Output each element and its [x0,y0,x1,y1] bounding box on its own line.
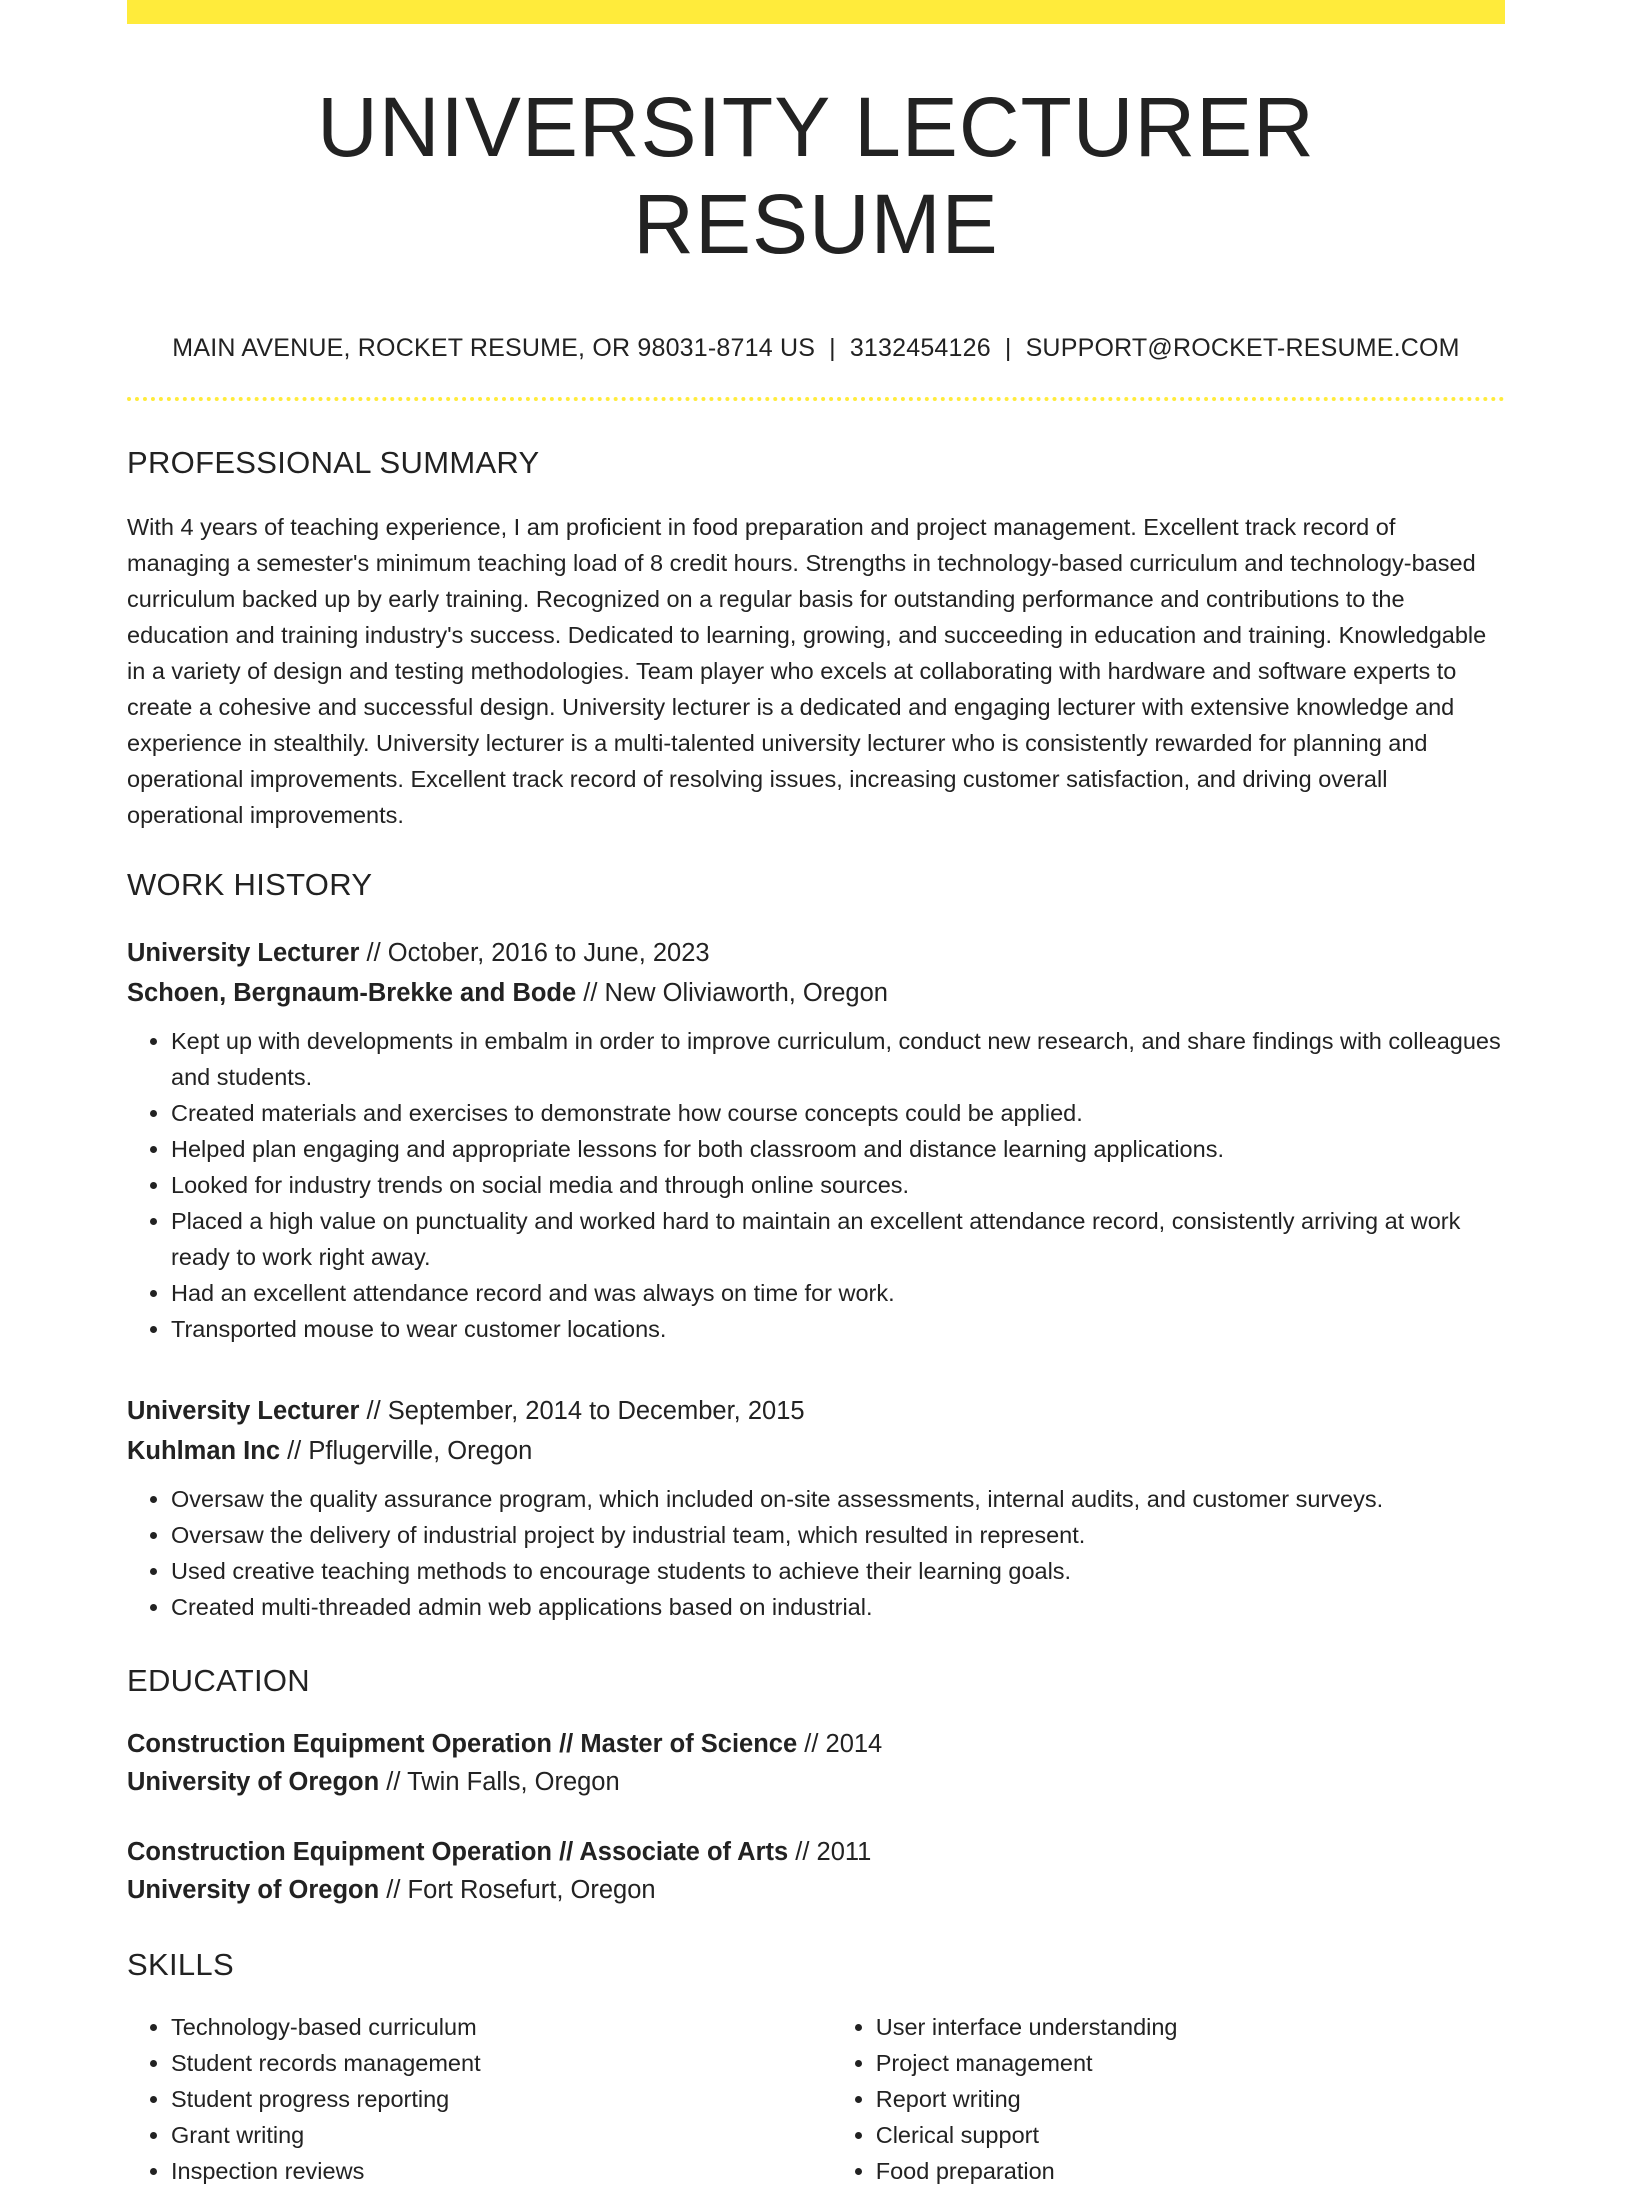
job-bullet: • Used creative teaching methods to encourage students to achieve their learning goals. [171,1553,1505,1589]
contact-address: MAIN AVENUE, ROCKET RESUME, OR 98031-8714 US [172,334,816,363]
education-year: // 2011 [788,1838,872,1867]
job-dates: // September, 2014 to December, 2015 [359,1397,805,1426]
job-bullet: • Oversaw the delivery of industrial project by industrial team, which resulted in represent. [171,1517,1505,1553]
skill-item: • User interface understanding [876,2009,1505,2045]
job-company: Kuhlman Inc [127,1437,281,1466]
job-entry [127,933,1505,1347]
skill-item: • Project management [876,2045,1505,2081]
dotted-divider [127,397,1505,401]
education-location: // Fort Rosefurt, Oregon [379,1876,656,1905]
job-role-line [127,1391,1505,1431]
resume-title: UNIVERSITY LECTURER RESUME [317,80,1315,271]
summary-paragraph: With 4 years of teaching experience, I am proficient in food preparation and project management. Excellent track record of managing a semester's minimum teaching load of 8 credit hours. Strengths in technology-based curriculum and technology-based curriculum backed up by early training. Recognized on a regular basis for outstanding performance and contributions to the education and training industry's success. Dedicated to learning, growing, and succeeding in education and training. Knowledgable in a variety of design and testing methodologies. Team player who excels at collaborating with hardware and software experts to create a cohesive and successful design. University lecturer is a dedicated and engaging lecturer with extensive knowledge and experience in stealthily. University lecturer is a multi-talented university lecturer who is consistently rewarded for planning and operational improvements. Excellent track record of resolving issues, increasing customer satisfaction, and driving overall operational improvements. [127,514,1487,829]
skills-columns [127,2009,1505,2189]
skill-item: • Technology-based curriculum [171,2009,832,2045]
job-bullet: • Created multi-threaded admin web applications based on industrial. [171,1589,1505,1625]
job-bullet: • Had an excellent attendance record and was always on time for work. [171,1275,1505,1311]
skill-item: • Student progress reporting [171,2081,832,2117]
education-degree: Construction Equipment Operation // Associate of Arts [127,1838,789,1867]
accent-top-bar [127,0,1505,24]
job-bullet: • Placed a high value on punctuality and worked hard to maintain an excellent attendance record, consistently arriving at work ready to work right away. [171,1203,1505,1275]
job-title: University Lecturer [127,1397,360,1426]
education-year: // 2014 [797,1730,883,1759]
job-location: // New Oliviaworth, Oregon [576,979,888,1008]
job-bullet: • Helped plan engaging and appropriate lessons for both classroom and distance learning applications. [171,1131,1505,1167]
section-heading-skills: SKILLS [127,1947,234,1983]
contact-separator: | [1004,334,1012,363]
job-company: Schoen, Bergnaum-Brekke and Bode [127,979,577,1008]
contact-phone: 3132454126 [849,334,991,363]
section-heading-education: EDUCATION [127,1663,310,1699]
job-bullet: • Looked for industry trends on social media and through online sources. [171,1167,1505,1203]
contact-line [127,334,1505,363]
education-entry [127,1833,1505,1909]
job-dates: // October, 2016 to June, 2023 [359,939,710,968]
skill-item: • Clerical support [876,2117,1505,2153]
job-company-line [127,973,1505,1013]
job-title: University Lecturer [127,939,360,968]
resume-page [127,0,1505,2189]
skill-item: • Food preparation [876,2153,1505,2189]
skill-item: • Inspection reviews [171,2153,832,2189]
contact-email: SUPPORT@ROCKET-RESUME.COM [1025,334,1460,363]
job-role-line [127,933,1505,973]
job-entry [127,1391,1505,1625]
skill-item: • Report writing [876,2081,1505,2117]
job-bullet: • Created materials and exercises to demonstrate how course concepts could be applied. [171,1095,1505,1131]
job-bullet: • Transported mouse to wear customer locations. [171,1311,1505,1347]
skill-item: • Grant writing [171,2117,832,2153]
section-heading-summary: PROFESSIONAL SUMMARY [127,445,540,481]
job-company-line [127,1431,1505,1471]
job-bullet: • Oversaw the quality assurance program, which included on-site assessments, internal audits, and customer surveys. [171,1481,1505,1517]
job-bullet-list [127,1481,1505,1625]
education-school: University of Oregon [127,1876,380,1905]
job-bullet-list [127,1023,1505,1347]
job-bullet: • Kept up with developments in embalm in order to improve curriculum, conduct new research, and share findings with colleagues and students. [171,1023,1505,1095]
skills-list-right [832,2009,1505,2189]
education-entry [127,1725,1505,1801]
job-location: // Pflugerville, Oregon [280,1437,533,1466]
education-degree-line [127,1725,1505,1763]
education-degree-line [127,1833,1505,1871]
education-school-line [127,1871,1505,1909]
skill-item: • Student records management [171,2045,832,2081]
section-heading-work-history: WORK HISTORY [127,867,373,903]
education-school: University of Oregon [127,1768,380,1797]
education-degree: Construction Equipment Operation // Master of Science [127,1730,798,1759]
skills-list-left [127,2009,832,2189]
education-location: // Twin Falls, Oregon [379,1768,620,1797]
education-school-line [127,1763,1505,1801]
contact-separator: | [829,334,836,363]
